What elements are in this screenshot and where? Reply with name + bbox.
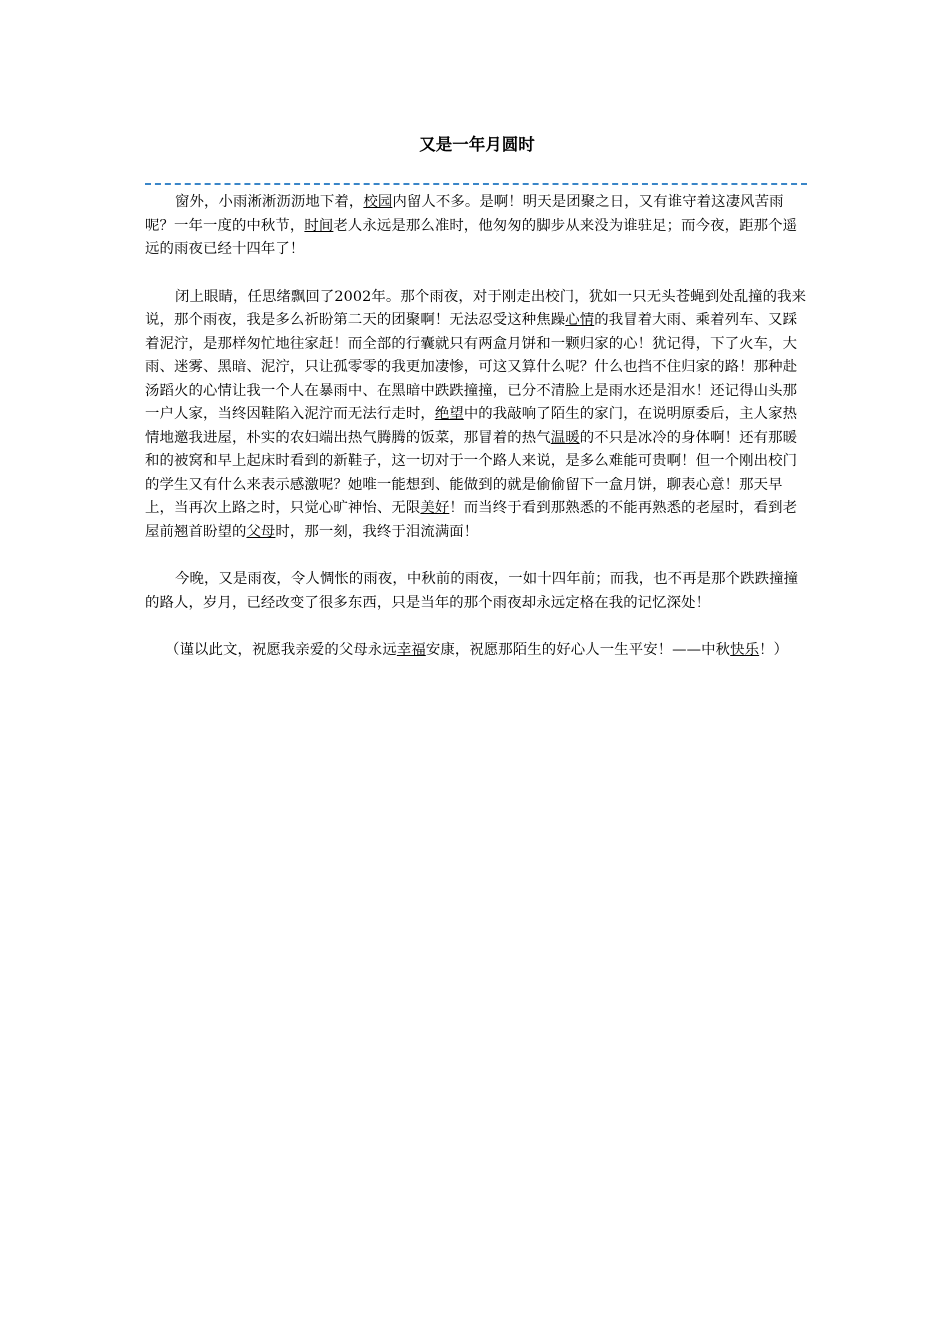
link-despair[interactable]: 绝望 — [434, 406, 464, 422]
text-run: 窗外，小雨淅淅沥沥地下着， — [175, 194, 364, 210]
text-run: 的我冒着大雨、乘着列车、又踩着泥泞，是那样匆忙地往家赶！而全部的行囊就只有两盒月饼和一颗归家的心！犹记得，下了火车，大雨、迷雾、黑暗、泥泞，只让孤零零的我更加凄惨，可这又算什么呢？什么也挡不住归家的路！那种赴汤蹈火的心情让我一个人在暴雨中、在黑暗中跌跌撞撞，已分不清脸上是雨水还是泪水！还记得山头那一户人家，当终因鞋陷入泥泞而无法行走时， — [145, 312, 798, 422]
link-time[interactable]: 时间 — [304, 217, 334, 234]
text-run: 中的我敲响了陌生的家门，在说明原委后，主人家热情地邀我进屋，朴实的农妇端出热气腾腾的饭菜，那冒着的热气 — [145, 406, 798, 446]
text-run: 今晚，又是雨夜，令人惆怅的雨夜，中秋前的雨夜，一如十四年前；而我，也不再是那个跌跌撞撞的路人，岁月，已经改变了很多东西，只是当年的那个雨夜却永远定格在我的记忆深处！ — [145, 571, 799, 611]
text-run: 安康，祝愿那陌生的好心人一生平安！——中秋 — [425, 642, 731, 658]
link-beautiful[interactable]: 美好 — [420, 500, 450, 516]
text-run: 时，那一刻，我终于泪流满面！ — [275, 523, 479, 540]
paragraph-dedication — [145, 639, 807, 663]
paragraph-2 — [145, 286, 807, 545]
text-run: （谨以此文，祝愿我亲爱的父母永远 — [165, 642, 397, 658]
text-run: 的不只是冰冷的身体啊！还有那暖和的被窝和早上起床时看到的新鞋子，这一切对于一个路人来说，是多么难能可贵啊！但一个刚出校门的学生又有什么来表示感激呢？她唯一能想到、能做到的就是偷偷留下一盒月饼，聊表心意！那天早上，当再次上路之时，只觉心旷神怡、无限 — [145, 429, 798, 516]
document-page — [145, 128, 807, 663]
text-run: ！而当终于看到那熟悉的不能再熟悉的老屋时，看到老屋前翘首盼望的 — [145, 500, 798, 540]
link-warmth[interactable]: 温暖 — [550, 429, 580, 446]
text-run: 闭上眼睛，任思绪飘回了2002年。那个雨夜，对于刚走出校门，犹如一只无头苍蝇到处乱撞的我来说，那个雨夜，我是多么祈盼第二天的团聚啊！无法忍受这种焦躁 — [145, 288, 807, 328]
link-parents[interactable]: 父母 — [246, 523, 276, 540]
dashed-divider — [145, 183, 807, 185]
document-title: 又是一年月圆时 — [419, 135, 535, 154]
text-run: ！） — [759, 642, 789, 658]
text-run: 内留人不多。是啊！明天是团聚之日，又有谁守着这凄风苦雨呢？一年一度的中秋节， — [145, 194, 784, 234]
paragraph-1 — [145, 191, 807, 262]
link-happiness[interactable]: 幸福 — [396, 642, 426, 658]
text-run: 老人永远是那么准时，他匆匆的脚步从来没为谁驻足；而今夜，距那个遥远的雨夜已经十四年了！ — [145, 217, 798, 257]
link-joy[interactable]: 快乐 — [730, 642, 760, 658]
link-campus[interactable]: 校园 — [363, 194, 393, 210]
link-mood[interactable]: 心情 — [565, 312, 595, 328]
paragraph-3 — [145, 568, 807, 615]
